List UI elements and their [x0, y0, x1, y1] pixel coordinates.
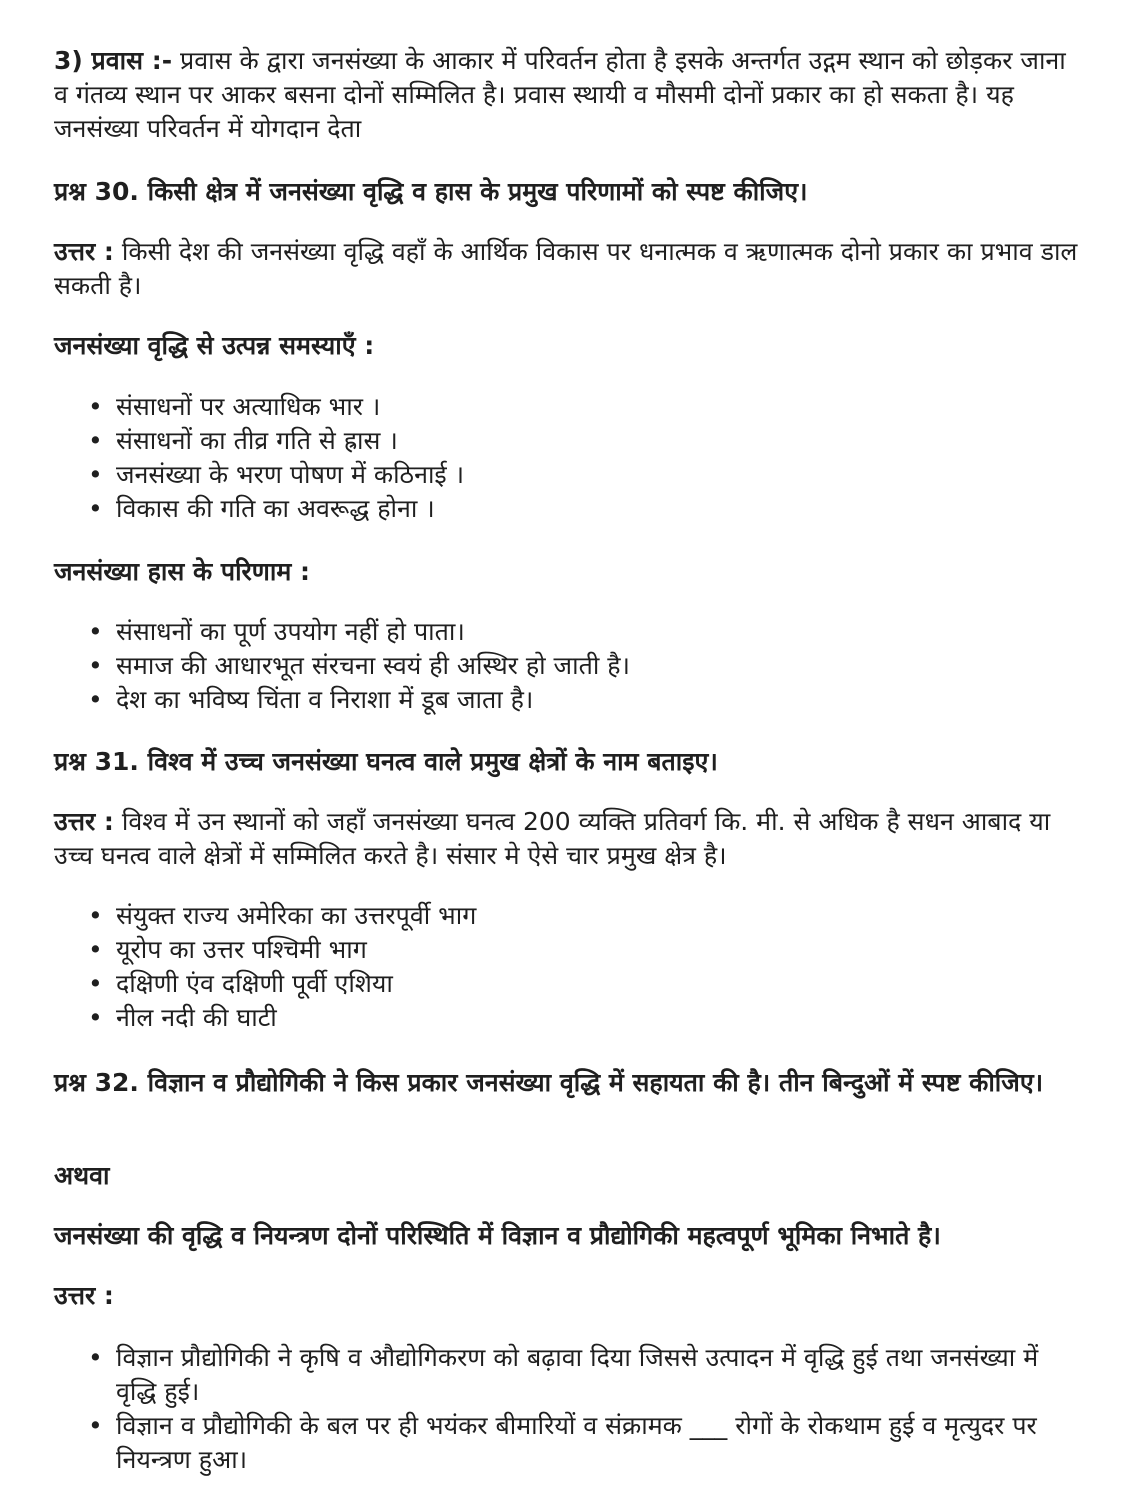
list-item: • दक्षिणी एंव दक्षिणी पूर्वी एशिया — [88, 967, 1078, 1001]
answer-31 — [54, 805, 1084, 873]
dense-regions-list — [88, 899, 1078, 1035]
answer-32-label: उत्तर : — [54, 1281, 114, 1310]
migration-paragraph — [54, 44, 1084, 146]
migration-text: प्रवास के द्वारा जनसंख्या के आकार में परिवर्तन होता है इसके अन्तर्गत उद्गम स्थान को छोड़कर जाना व गंतव्य स्थान पर आकर बसना दोनों सम्मिलित है। प्रवास स्थायी व मौसमी दोनों प्रकार का हो सकता है। यह जनसंख्या परिवर्तन में योगदान देता — [54, 46, 1066, 143]
growth-problems-heading: जनसंख्या वृद्धि से उत्पन्न समस्याएँ : — [54, 331, 375, 360]
list-item: • संयुक्त राज्य अमेरिका का उत्तरपूर्वी भाग — [88, 899, 1078, 933]
list-item: • समाज की आधारभूत संरचना स्वयं ही अस्थिर हो जाती है। — [88, 649, 1078, 683]
or-label: अथवा — [54, 1161, 110, 1190]
answer-31-text: विश्व में उन स्थानों को जहाँ जनसंख्या घनत्व 200 व्यक्ति प्रतिवर्ग कि. मी. से अधिक है सधन आबाद या उच्च घनत्व वाले क्षेत्रों में सम्मिलित करते है। संसार मे ऐसे चार प्रमुख क्षेत्र है। — [54, 807, 1051, 870]
list-item: • यूरोप का उत्तर पश्चिमी भाग — [88, 933, 1078, 967]
list-item: • संसाधनों पर अत्याधिक भार । — [88, 390, 1078, 424]
alt-question-32: जनसंख्या की वृद्धि व नियन्त्रण दोनों परिस्थिति में विज्ञान व प्रौद्योगिकी महत्वपूर्ण भूमिका निभाते है। — [54, 1221, 941, 1250]
question-31: प्रश्न 31. विश्व में उच्च जनसंख्या घनत्व वाले प्रमुख क्षेत्रों के नाम बताइए। — [54, 747, 718, 776]
list-item: • नील नदी की घाटी — [88, 1001, 1078, 1035]
list-item: • विज्ञान प्रौद्योगिकी ने कृषि व औद्योगिकरण को बढ़ावा दिया जिससे उत्पादन में वृद्धि हुई तथा जनसंख्या में वृद्धि हुई। — [88, 1341, 1078, 1409]
question-32: प्रश्न 32. विज्ञान व प्रौद्योगिकी ने किस प्रकार जनसंख्या वृद्धि में सहायता की है। तीन बिन्दुओं में स्पष्ट कीजिए। — [54, 1068, 1044, 1097]
answer-30-text: किसी देश की जनसंख्या वृद्धि वहाँ के आर्थिक विकास पर धनात्मक व ऋणात्मक दोनो प्रकार का प्रभाव डाल सकती है। — [54, 237, 1078, 300]
decline-results-list — [88, 615, 1078, 717]
list-item: • जनसंख्या के भरण पोषण में कठिनाई । — [88, 458, 1078, 492]
list-item: • संसाधनों का तीव्र गति से ह्रास । — [88, 424, 1078, 458]
list-item: • विकास की गति का अवरूद्ध होना । — [88, 492, 1078, 526]
answer-30 — [54, 235, 1084, 303]
list-item: • देश का भविष्य चिंता व निराशा में डूब जाता है। — [88, 683, 1078, 717]
list-item: • विज्ञान व प्रौद्योगिकी के बल पर ही भयंकर बीमारियों व संक्रामक ___ रोगों के रोकथाम हुई व मृत्युदर पर नियन्त्रण हुआ। — [88, 1409, 1078, 1477]
list-item: • संसाधनों का पूर्ण उपयोग नहीं हो पाता। — [88, 615, 1078, 649]
growth-problems-list — [88, 390, 1078, 526]
question-30: प्रश्न 30. किसी क्षेत्र में जनसंख्या वृद्धि व हास के प्रमुख परिणामों को स्पष्ट कीजिए। — [54, 177, 808, 206]
migration-label: 3) प्रवास :- — [54, 46, 173, 75]
answer-30-label: उत्तर : — [54, 237, 114, 266]
answer-31-label: उत्तर : — [54, 807, 114, 836]
science-role-list — [88, 1341, 1078, 1477]
decline-results-heading: जनसंख्या हास के परिणाम : — [54, 557, 310, 586]
